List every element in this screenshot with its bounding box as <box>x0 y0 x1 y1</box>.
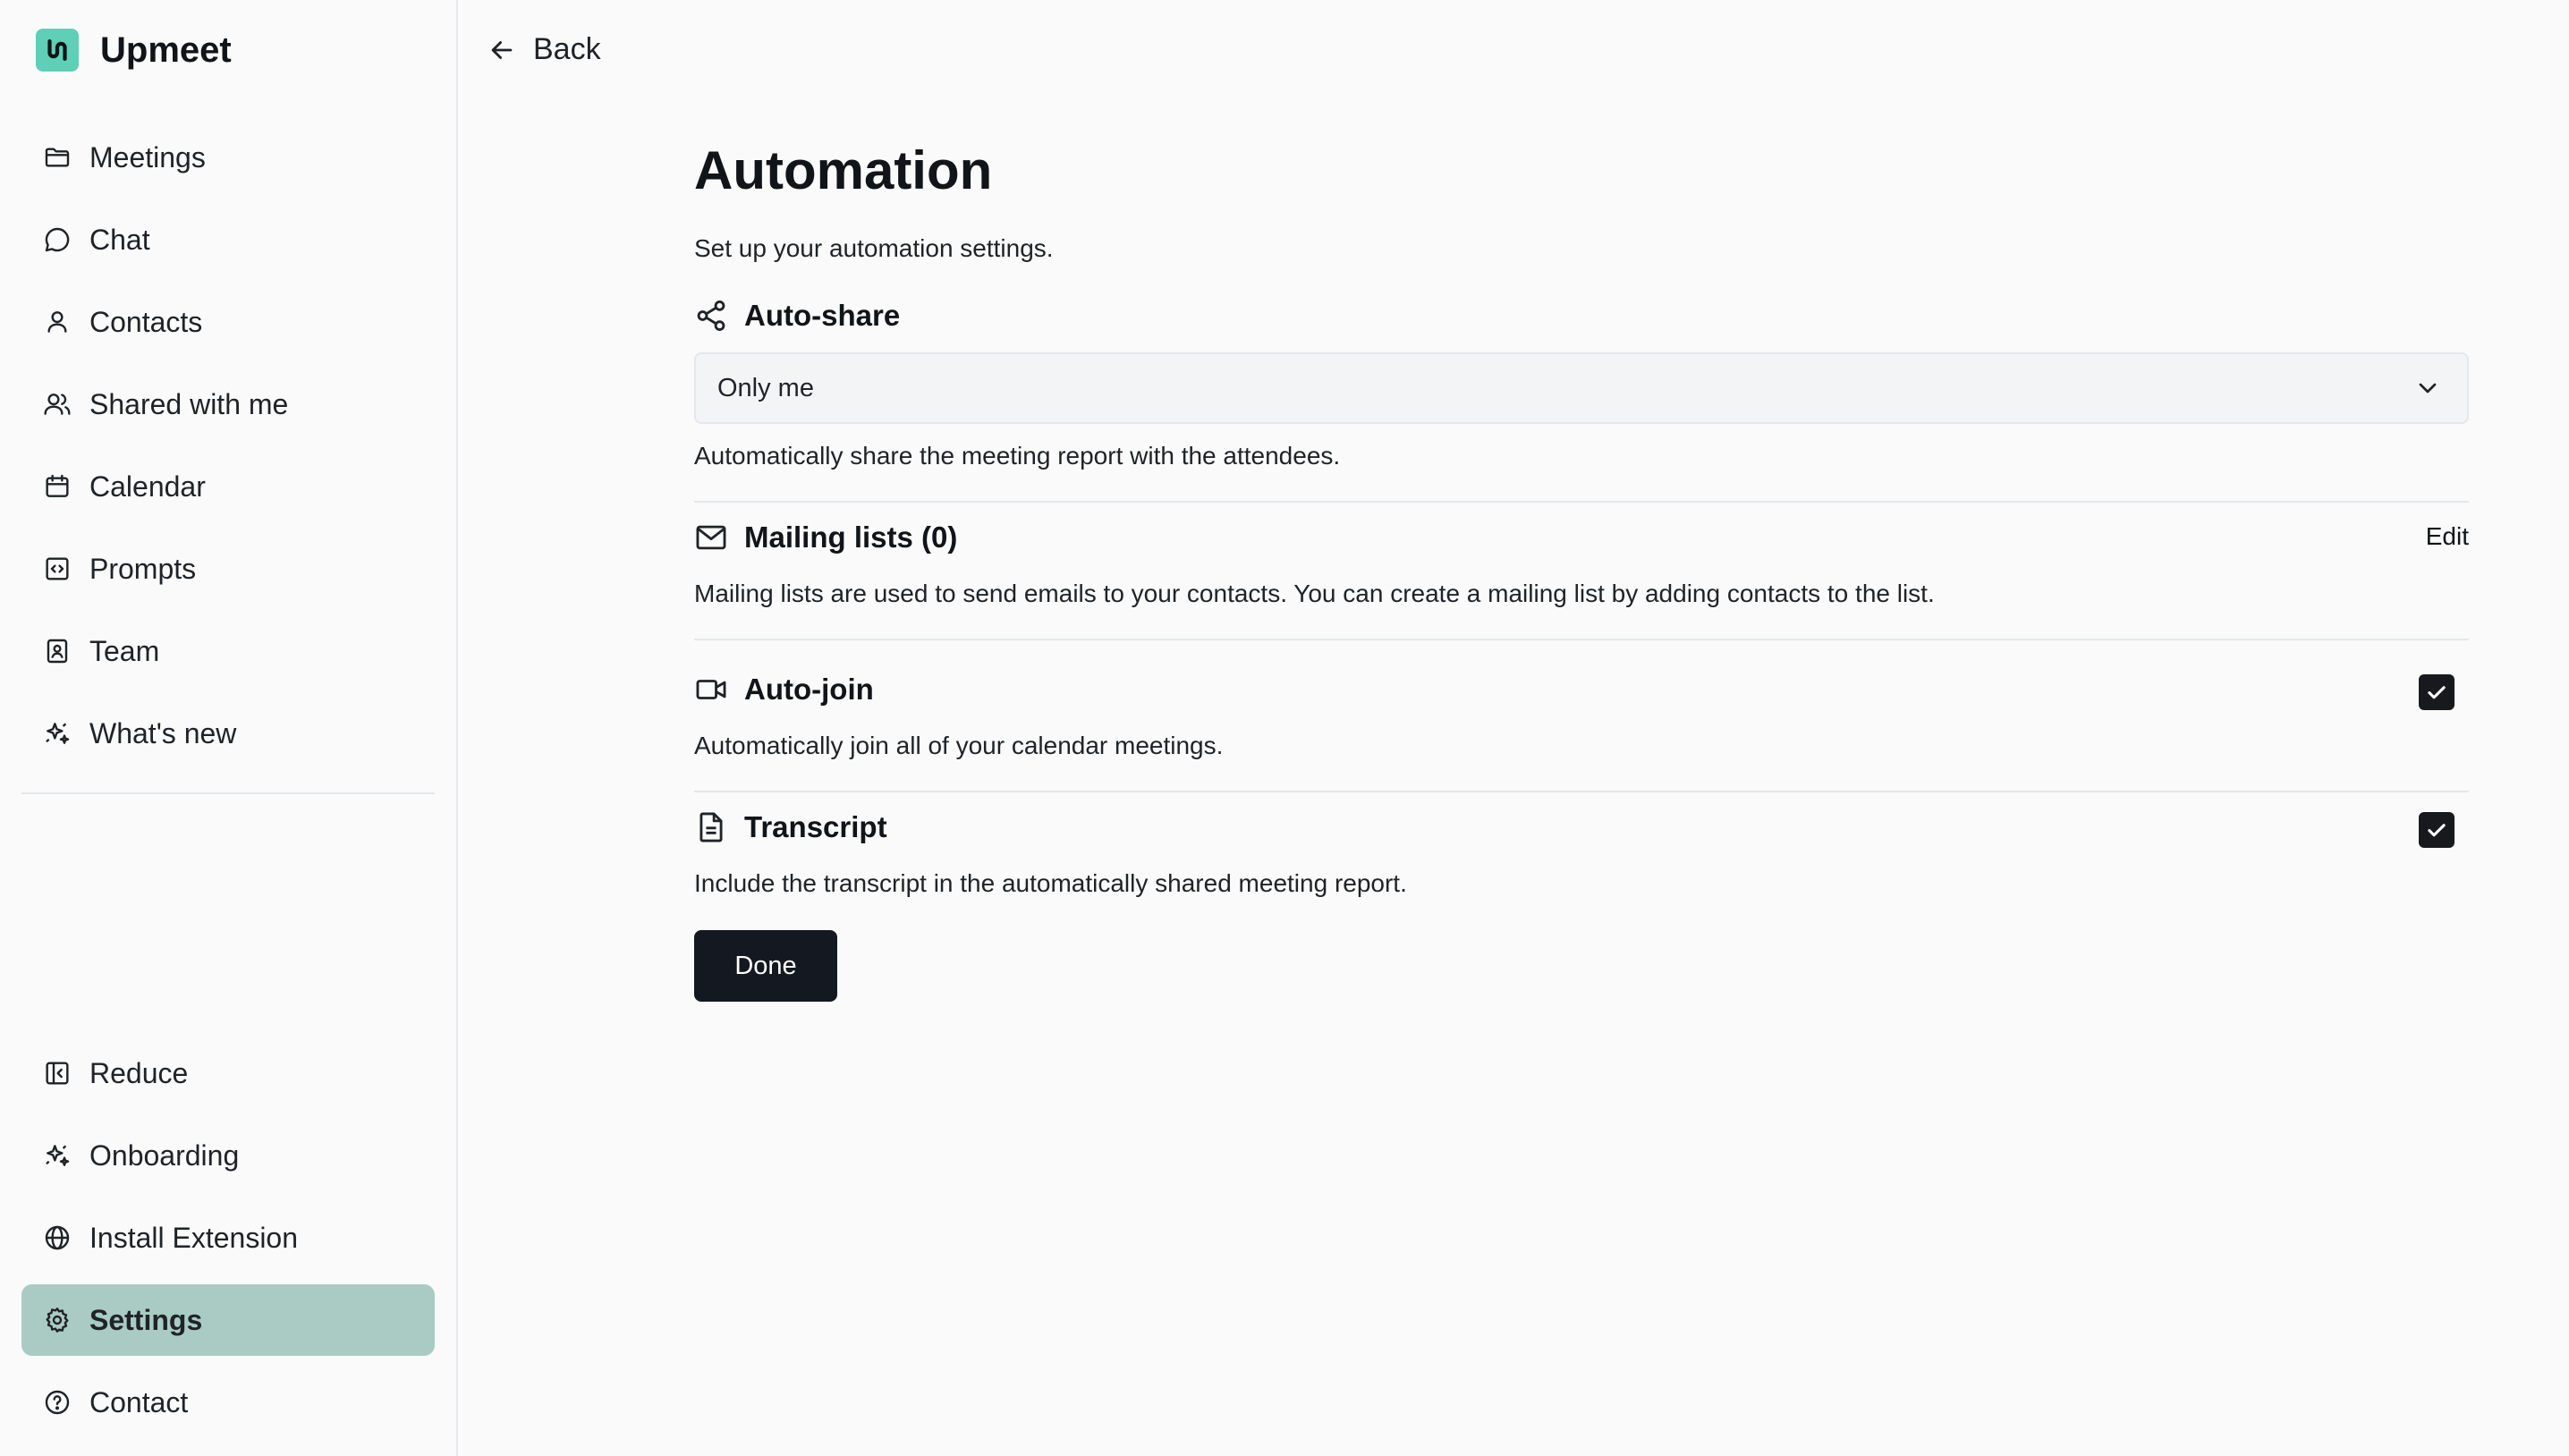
sidebar-item-settings[interactable] <box>21 1284 435 1356</box>
mailing-lists-description: Mailing lists are used to send emails to your contacts. You can create a mailing list by adding contacts to the list. <box>694 580 1935 607</box>
mailing-lists-title: Mailing lists (0) <box>744 521 958 554</box>
mail-icon <box>694 521 728 554</box>
sparkles-icon <box>21 698 93 769</box>
chevron-down-icon <box>2413 374 2442 402</box>
page-subtitle: Set up your automation settings. <box>694 234 1054 262</box>
auto-share-description: Automatically share the meeting report with the attendees. <box>694 442 1341 470</box>
help-circle-icon <box>21 1367 93 1438</box>
checkmark-icon <box>2424 680 2449 705</box>
auto-join-title: Auto-join <box>744 673 874 706</box>
sidebar-item-label: Team <box>89 634 160 667</box>
sidebar-item-label: Contact <box>89 1385 189 1418</box>
document-icon <box>694 810 728 844</box>
chat-bubble-icon <box>21 204 93 275</box>
brand[interactable] <box>36 29 232 72</box>
transcript-title: Transcript <box>744 810 887 843</box>
share-icon <box>694 299 728 333</box>
section-divider <box>694 501 2469 503</box>
sidebar-item-shared-with-me[interactable] <box>21 368 435 440</box>
video-camera-icon <box>694 673 728 707</box>
section-divider <box>694 639 2469 640</box>
sidebar-item-onboarding[interactable] <box>21 1120 435 1191</box>
sidebar-item-calendar[interactable] <box>21 451 435 522</box>
transcript-description: Include the transcript in the automatically shared meeting report. <box>694 869 1407 897</box>
sidebar-item-install-extension[interactable] <box>21 1202 435 1274</box>
sidebar-item-label: Contacts <box>89 305 203 338</box>
sidebar-item-prompts[interactable] <box>21 533 435 605</box>
page-title: Automation <box>694 140 993 200</box>
sidebar-item-label: Prompts <box>89 552 197 585</box>
sidebar-item-label: Calendar <box>89 470 206 503</box>
users-icon <box>21 368 93 440</box>
auto-share-header <box>694 299 900 333</box>
mailing-lists-edit-link[interactable]: Edit <box>2425 522 2469 550</box>
sidebar-item-label: Onboarding <box>89 1139 240 1172</box>
auto-share-selected-value: Only me <box>717 373 814 402</box>
sidebar-item-whats-new[interactable] <box>21 698 435 769</box>
transcript-checkbox[interactable] <box>2419 812 2455 848</box>
sidebar-item-label: Meetings <box>89 140 206 174</box>
checkmark-icon <box>2424 817 2449 842</box>
sidebar-item-label: Settings <box>89 1303 203 1336</box>
sidebar-item-label: Install Extension <box>89 1221 299 1254</box>
sidebar-item-contacts[interactable] <box>21 286 435 358</box>
auto-share-select[interactable] <box>694 352 2469 424</box>
sidebar-item-contact[interactable] <box>21 1367 435 1438</box>
user-icon <box>21 286 93 358</box>
collapse-panel-icon <box>21 1037 93 1109</box>
auto-join-checkbox[interactable] <box>2419 674 2455 710</box>
auto-join-description: Automatically join all of your calendar meetings. <box>694 732 1224 759</box>
sparkles-icon <box>21 1120 93 1191</box>
code-square-icon <box>21 533 93 605</box>
contact-book-icon <box>21 615 93 687</box>
sidebar-item-label: What's new <box>89 716 237 749</box>
back-button[interactable] <box>487 32 601 67</box>
gear-icon <box>21 1284 93 1356</box>
transcript-header <box>694 810 887 844</box>
globe-icon <box>21 1202 93 1274</box>
sidebar-item-label: Reduce <box>89 1056 189 1089</box>
sidebar-item-label: Chat <box>89 223 150 256</box>
calendar-icon <box>21 451 93 522</box>
auto-share-title: Auto-share <box>744 299 901 332</box>
brand-name: Upmeet <box>100 30 232 70</box>
mailing-lists-header <box>694 521 957 554</box>
sidebar-divider <box>21 792 435 794</box>
folder-icon <box>21 122 93 193</box>
arrow-left-icon <box>487 35 517 65</box>
section-divider <box>694 791 2469 792</box>
done-button[interactable]: Done <box>694 930 837 1002</box>
sidebar-item-meetings[interactable] <box>21 122 435 193</box>
sidebar-item-chat[interactable] <box>21 204 435 275</box>
sidebar-item-reduce[interactable] <box>21 1037 435 1109</box>
sidebar <box>0 0 458 1456</box>
back-label: Back <box>533 32 601 66</box>
sidebar-item-label: Shared with me <box>89 387 289 420</box>
upmeet-logo-icon <box>36 29 79 72</box>
sidebar-item-team[interactable] <box>21 615 435 687</box>
auto-join-header <box>694 673 874 707</box>
